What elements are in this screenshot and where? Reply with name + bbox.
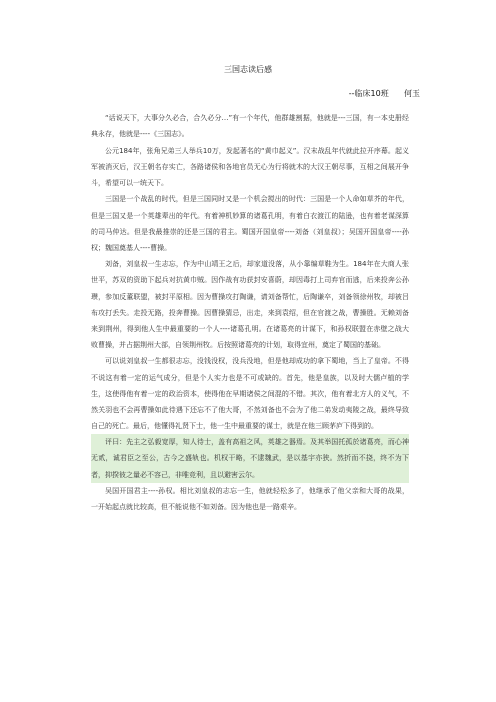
document-body bbox=[91, 110, 409, 516]
author-line: --临床10班 何玉 bbox=[348, 89, 420, 98]
paragraph-history: 公元184年，张角兄弟三人举兵10万，发起著名的“黄巾起义”。汉末战乱年代就此拉开序幕。起义军被消灭后，汉王朝名存实亡，各路诸侯和各地官员无心为行将就木的大汉王朝尽事，互相之间展开争斗，希望可以一统天下。 bbox=[91, 146, 409, 187]
paragraph-commentary-quote: 评曰：先主之弘毅宽厚，知人待士，盖有高祖之风，英雄之器焉。及其举国托孤於诸葛亮，而心神无贰，诚君臣之至公，古今之盛轨也。机权干略，不逮魏武，是以基宇亦狭。然折而不挠，终不为下者，抑揆彼之量必不容己，非唯竞利，且以避害云尔。 bbox=[91, 434, 409, 482]
paragraph-sun-quan: 吴国开国君主----孙权。相比刘皇叔的志忘一生，他就轻松多了，他继承了他父亲和大哥的战果，一开始起点就比较高，但不能说他不如刘备。因为他也是一路艰辛。 bbox=[91, 487, 409, 512]
paragraph-three-kingdoms: 三国是一个战乱的时代，但是三国同时又是一个机会搅出的时代：三国是一个人命如草芥的年代，但是三国又是一个英雄辈出的年代。有着神机妙算的诸葛孔明，有着白衣渡江的陆逊，也有着老谋深算的司马仲达。但是我最推崇的还是三国的君主。蜀国开国皇帝----刘备（刘皇叔）；吴国开国皇帝----孙权；魏国奠基人----曹操。 bbox=[91, 195, 409, 252]
paragraph-intro: “话说天下，大事分久必合，合久必分…”有一个年代，他群雄割据，他就是---三国，有一本史册经典永存，他就是----《三国志》。 bbox=[91, 114, 409, 139]
document-title: 三国志读后感 bbox=[224, 65, 272, 74]
paragraph-liu-bei-analysis: 可以说刘皇叔一生都很志忘，没钱没权，没兵没地，但是他却成功的拿下蜀地，当上了皇帝。不得不说这有着一定的运气成分，但是个人实力也是不可或缺的。首先，他是皇族，以及时大儒卢植的学生，这使得他有着一定的政治资本，使得他在早期诸侯之间混的不错。其次，他有着北方人的义气，不然关羽也不会再曹操如此待遇下还忘不了他大哥，不然刘备也不会为了他二弟发动夷陵之战，最终导致自己的死亡。最后，他懂得礼贤下士，他一生中最重要的谋士，就是在他三顾茅庐下得到的。 bbox=[91, 357, 409, 430]
paragraph-liu-bei: 刘备，刘皇叔一生志忘，作为中山靖王之后，却家道没落，从小靠编草鞋为生。184年在大商人张世平，苏双的资助下起兵对抗黄巾贼。因作战有功获封安喜蔚，却因毒打上司弃官而逃，后来投奔公孙瓒，参加反董联盟，被封平原相。因为曹操攻打陶谦，请刘备帮忙，后陶谦卒，刘备领徐州牧，却被吕布攻打丢失。走投无路，投奔曹操。因曹操猜忌，出走，来到袁绍，但在官渡之战，曹操胜。无赖刘备来到荆州，得到他人生中最重要的一个人----诸葛孔明。在诸葛亮的计谋下，和孙权联盟在赤壁之战大败曹操，并占据荆州大部，自领荆州牧。后按照诸葛亮的计划，取得宜州，奠定了蜀国的基础。 bbox=[91, 260, 409, 349]
